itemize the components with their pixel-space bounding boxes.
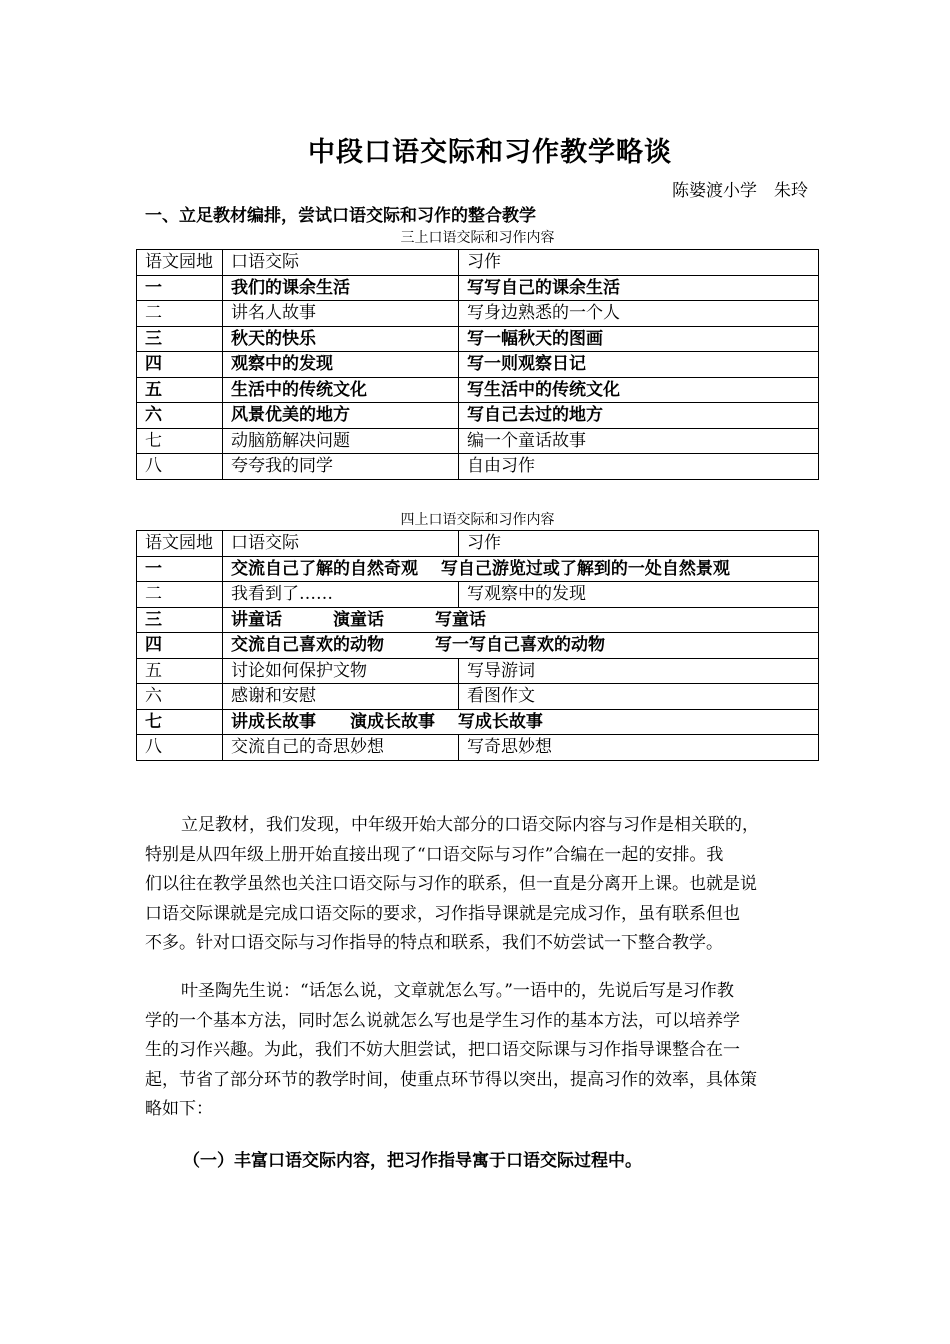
unit-cell: 六 <box>137 684 223 710</box>
table-grade3 <box>136 249 819 480</box>
paragraph-2 <box>145 977 817 1125</box>
paragraph-line: 口语交际课就是完成口语交际的要求，习作指导课就是完成习作，虽有联系但也 <box>145 903 740 924</box>
table-row <box>137 377 819 403</box>
merged-cell: 交流自己喜欢的动物 写一写自己喜欢的动物 <box>223 633 819 659</box>
writing-cell: 写导游词 <box>459 658 819 684</box>
oral-cell: 我们的课余生活 <box>223 275 459 301</box>
merged-cell: 交流自己了解的自然奇观 写自己游览过或了解到的一处自然景观 <box>223 556 819 582</box>
table-row <box>137 403 819 429</box>
oral-cell: 动脑筋解决问题 <box>223 428 459 454</box>
oral-cell: 讨论如何保护文物 <box>223 658 459 684</box>
unit-cell: 五 <box>137 658 223 684</box>
writing-cell: 编一个童话故事 <box>459 428 819 454</box>
unit-cell: 八 <box>137 735 223 761</box>
unit-cell: 三 <box>137 607 223 633</box>
header-cell: 习作 <box>459 250 819 276</box>
section-heading: 一、立足教材编排，尝试口语交际和习作的整合教学 <box>145 206 536 226</box>
header-cell: 口语交际 <box>223 250 459 276</box>
oral-cell: 交流自己的奇思妙想 <box>223 735 459 761</box>
table-row <box>137 735 819 761</box>
oral-cell: 夸夸我的同学 <box>223 454 459 480</box>
unit-cell: 三 <box>137 326 223 352</box>
table-grade4 <box>136 530 819 761</box>
writing-cell: 自由习作 <box>459 454 819 480</box>
table-row <box>137 352 819 378</box>
oral-cell: 讲名人故事 <box>223 301 459 327</box>
writing-cell: 写观察中的发现 <box>459 582 819 608</box>
table2-caption: 四上口语交际和习作内容 <box>400 512 555 528</box>
author-line: 陈婆渡小学 朱玲 <box>672 181 808 201</box>
oral-cell: 生活中的传统文化 <box>223 377 459 403</box>
table-row <box>137 658 819 684</box>
oral-cell: 观察中的发现 <box>223 352 459 378</box>
writing-cell: 写自己去过的地方 <box>459 403 819 429</box>
paragraph-line: 学的一个基本方法，同时怎么说就怎么写也是学生习作的基本方法，可以培养学 <box>145 1010 740 1031</box>
unit-cell: 八 <box>137 454 223 480</box>
table-row <box>137 684 819 710</box>
document-title: 中段口语交际和习作教学略谈 <box>308 137 672 168</box>
subheading: （一）丰富口语交际内容，把习作指导寓于口语交际过程中。 <box>183 1151 642 1171</box>
table-header-row <box>137 250 819 276</box>
table-row <box>137 275 819 301</box>
merged-cell: 讲童话 演童话 写童话 <box>223 607 819 633</box>
paragraph-line: 特别是从四年级上册开始直接出现了“口语交际与习作”合编在一起的安排。我 <box>145 844 724 865</box>
paragraph-line: 生的习作兴趣。为此，我们不妨大胆尝试，把口语交际课与习作指导课整合在一 <box>145 1040 740 1060</box>
table1-caption: 三上口语交际和习作内容 <box>400 230 555 246</box>
paragraph-line: 们以往在教学虽然也关注口语交际与习作的联系，但一直是分离开上课。也就是说 <box>145 874 757 894</box>
writing-cell: 写身边熟悉的一个人 <box>459 301 819 327</box>
table-row <box>137 454 819 480</box>
merged-cell: 讲成长故事 演成长故事 写成长故事 <box>223 709 819 735</box>
unit-cell: 一 <box>137 556 223 582</box>
unit-cell: 七 <box>137 709 223 735</box>
unit-cell: 六 <box>137 403 223 429</box>
paragraph-line: 叶圣陶先生说：“话怎么说，文章就怎么写。”一语中的，先说后写是习作教 <box>181 981 734 1001</box>
table-row <box>137 301 819 327</box>
paragraph-line: 不多。针对口语交际与习作指导的特点和联系，我们不妨尝试一下整合教学。 <box>145 933 723 953</box>
table-row <box>137 582 819 608</box>
unit-cell: 四 <box>137 633 223 659</box>
paragraph-line: 略如下： <box>145 1099 213 1119</box>
oral-cell: 我看到了…… <box>223 582 459 608</box>
header-cell: 习作 <box>459 531 819 557</box>
table-row <box>137 428 819 454</box>
table-row <box>137 607 819 633</box>
table-header-row <box>137 531 819 557</box>
writing-cell: 看图作文 <box>459 684 819 710</box>
header-cell: 口语交际 <box>223 531 459 557</box>
writing-cell: 写一则观察日记 <box>459 352 819 378</box>
header-cell: 语文园地 <box>137 531 223 557</box>
unit-cell: 一 <box>137 275 223 301</box>
table-row <box>137 633 819 659</box>
unit-cell: 二 <box>137 301 223 327</box>
oral-cell: 风景优美的地方 <box>223 403 459 429</box>
writing-cell: 写生活中的传统文化 <box>459 377 819 403</box>
table-row <box>137 556 819 582</box>
writing-cell: 写奇思妙想 <box>459 735 819 761</box>
paragraph-1 <box>145 811 817 959</box>
writing-cell: 写一幅秋天的图画 <box>459 326 819 352</box>
writing-cell: 写写自己的课余生活 <box>459 275 819 301</box>
oral-cell: 感谢和安慰 <box>223 684 459 710</box>
header-cell: 语文园地 <box>137 250 223 276</box>
table-row <box>137 709 819 735</box>
paragraph-line: 起，节省了部分环节的教学时间，使重点环节得以突出，提高习作的效率，具体策 <box>145 1069 757 1090</box>
unit-cell: 五 <box>137 377 223 403</box>
unit-cell: 七 <box>137 428 223 454</box>
unit-cell: 四 <box>137 352 223 378</box>
paragraph-line: 立足教材，我们发现，中年级开始大部分的口语交际内容与习作是相关联的， <box>181 815 759 835</box>
table-row <box>137 326 819 352</box>
oral-cell: 秋天的快乐 <box>223 326 459 352</box>
unit-cell: 二 <box>137 582 223 608</box>
